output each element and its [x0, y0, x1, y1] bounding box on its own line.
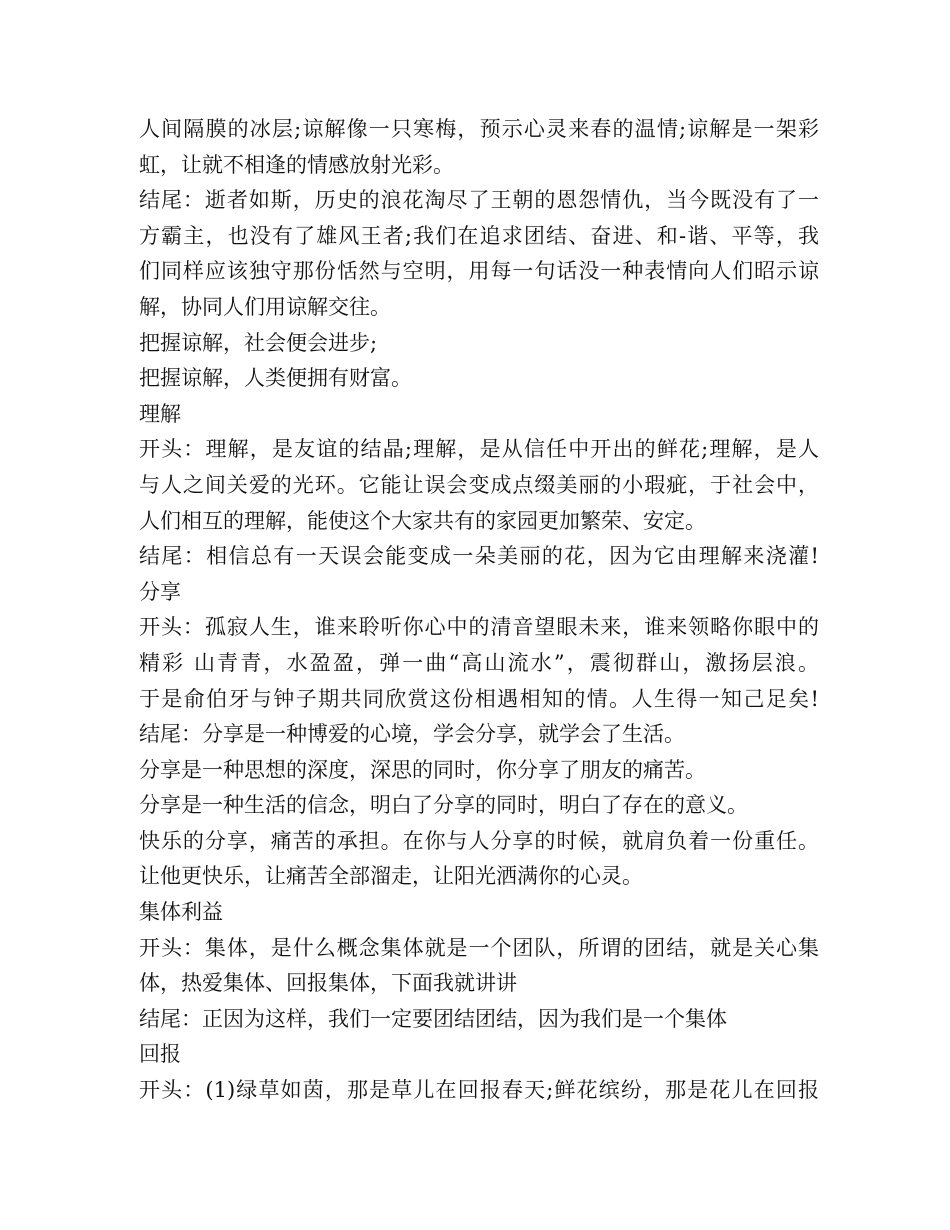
text-line: 理解 [139, 401, 181, 426]
text-line: 回报 [139, 1042, 181, 1067]
text-line: 与人之间关爱的光环。它能让误会变成点缀美丽的小瑕疵，于社会中， [139, 472, 819, 497]
text-line: 开头：理解，是友谊的结晶;理解，是从信任中开出的鲜花;理解，是人 [139, 437, 819, 462]
text-line: 体，热爱集体、回报集体，下面我就讲讲 [139, 971, 517, 996]
text-line: 人间隔膜的冰层;谅解像一只寒梅，预示心灵来春的温情;谅解是一架彩 [139, 117, 819, 141]
text-line: 人们相互的理解，能使这个大家共有的家园更加繁荣、安定。 [139, 508, 706, 533]
text-line: 把握谅解，人类便拥有财富。 [139, 366, 412, 391]
text-line: 让他更快乐，让痛苦全部溜走，让阳光洒满你的心灵。 [139, 864, 643, 889]
text-line: 开头：孤寂人生，谁来聆听你心中的清音望眼未来，谁来领略你眼中的 [139, 615, 819, 640]
text-line: 方霸主，也没有了雄风王者;我们在追求团结、奋进、和-谐、平等，我 [139, 223, 819, 248]
text-line: 分享是一种思想的深度，深思的同时，你分享了朋友的痛苦。 [139, 757, 706, 782]
text-line: 分享 [139, 579, 181, 604]
text-line: 们同样应该独守那份恬然与空明，用每一句话没一种表情向人们昭示谅 [139, 259, 819, 284]
text-line: 快乐的分享，痛苦的承担。在你与人分享的时候，就肩负着一份重任。 [139, 828, 819, 853]
text-line: 结尾：相信总有一天误会能变成一朵美丽的花，因为它由理解来浇灌! [139, 544, 819, 569]
text-line: 于是俞伯牙与钟子期共同欣赏这份相遇相知的情。人生得一知己足矣! [139, 686, 819, 711]
text-line: 解，协同人们用谅解交往。 [139, 294, 391, 319]
text-line: 结尾：正因为这样，我们一定要团结团结，因为我们是一个集体 [139, 1006, 727, 1031]
text-line: 虹，让就不相逢的情感放射光彩。 [139, 152, 454, 177]
text-line: 集体利益 [139, 900, 223, 925]
text-line: 精彩 山青青，水盈盈，弹一曲“高山流水”，震彻群山，激扬层浪。 [139, 650, 819, 675]
text-line: 分享是一种生活的信念，明白了分享的同时，明白了存在的意义。 [139, 793, 748, 818]
document-body [139, 112, 819, 1109]
text-line: 把握谅解，社会便会进步; [139, 330, 378, 355]
text-line: 结尾：逝者如斯，历史的浪花淘尽了王朝的恩怨情仇，当今既没有了一 [139, 188, 819, 213]
text-line: 结尾：分享是一种博爱的心境，学会分享，就学会了生活。 [139, 722, 685, 747]
text-line: 开头：集体，是什么概念集体就是一个团队，所谓的团结，就是关心集 [139, 935, 819, 960]
text-line: 开头：(1)绿草如茵，那是草儿在回报春天;鲜花缤纷，那是花儿在回报 [139, 1078, 819, 1103]
